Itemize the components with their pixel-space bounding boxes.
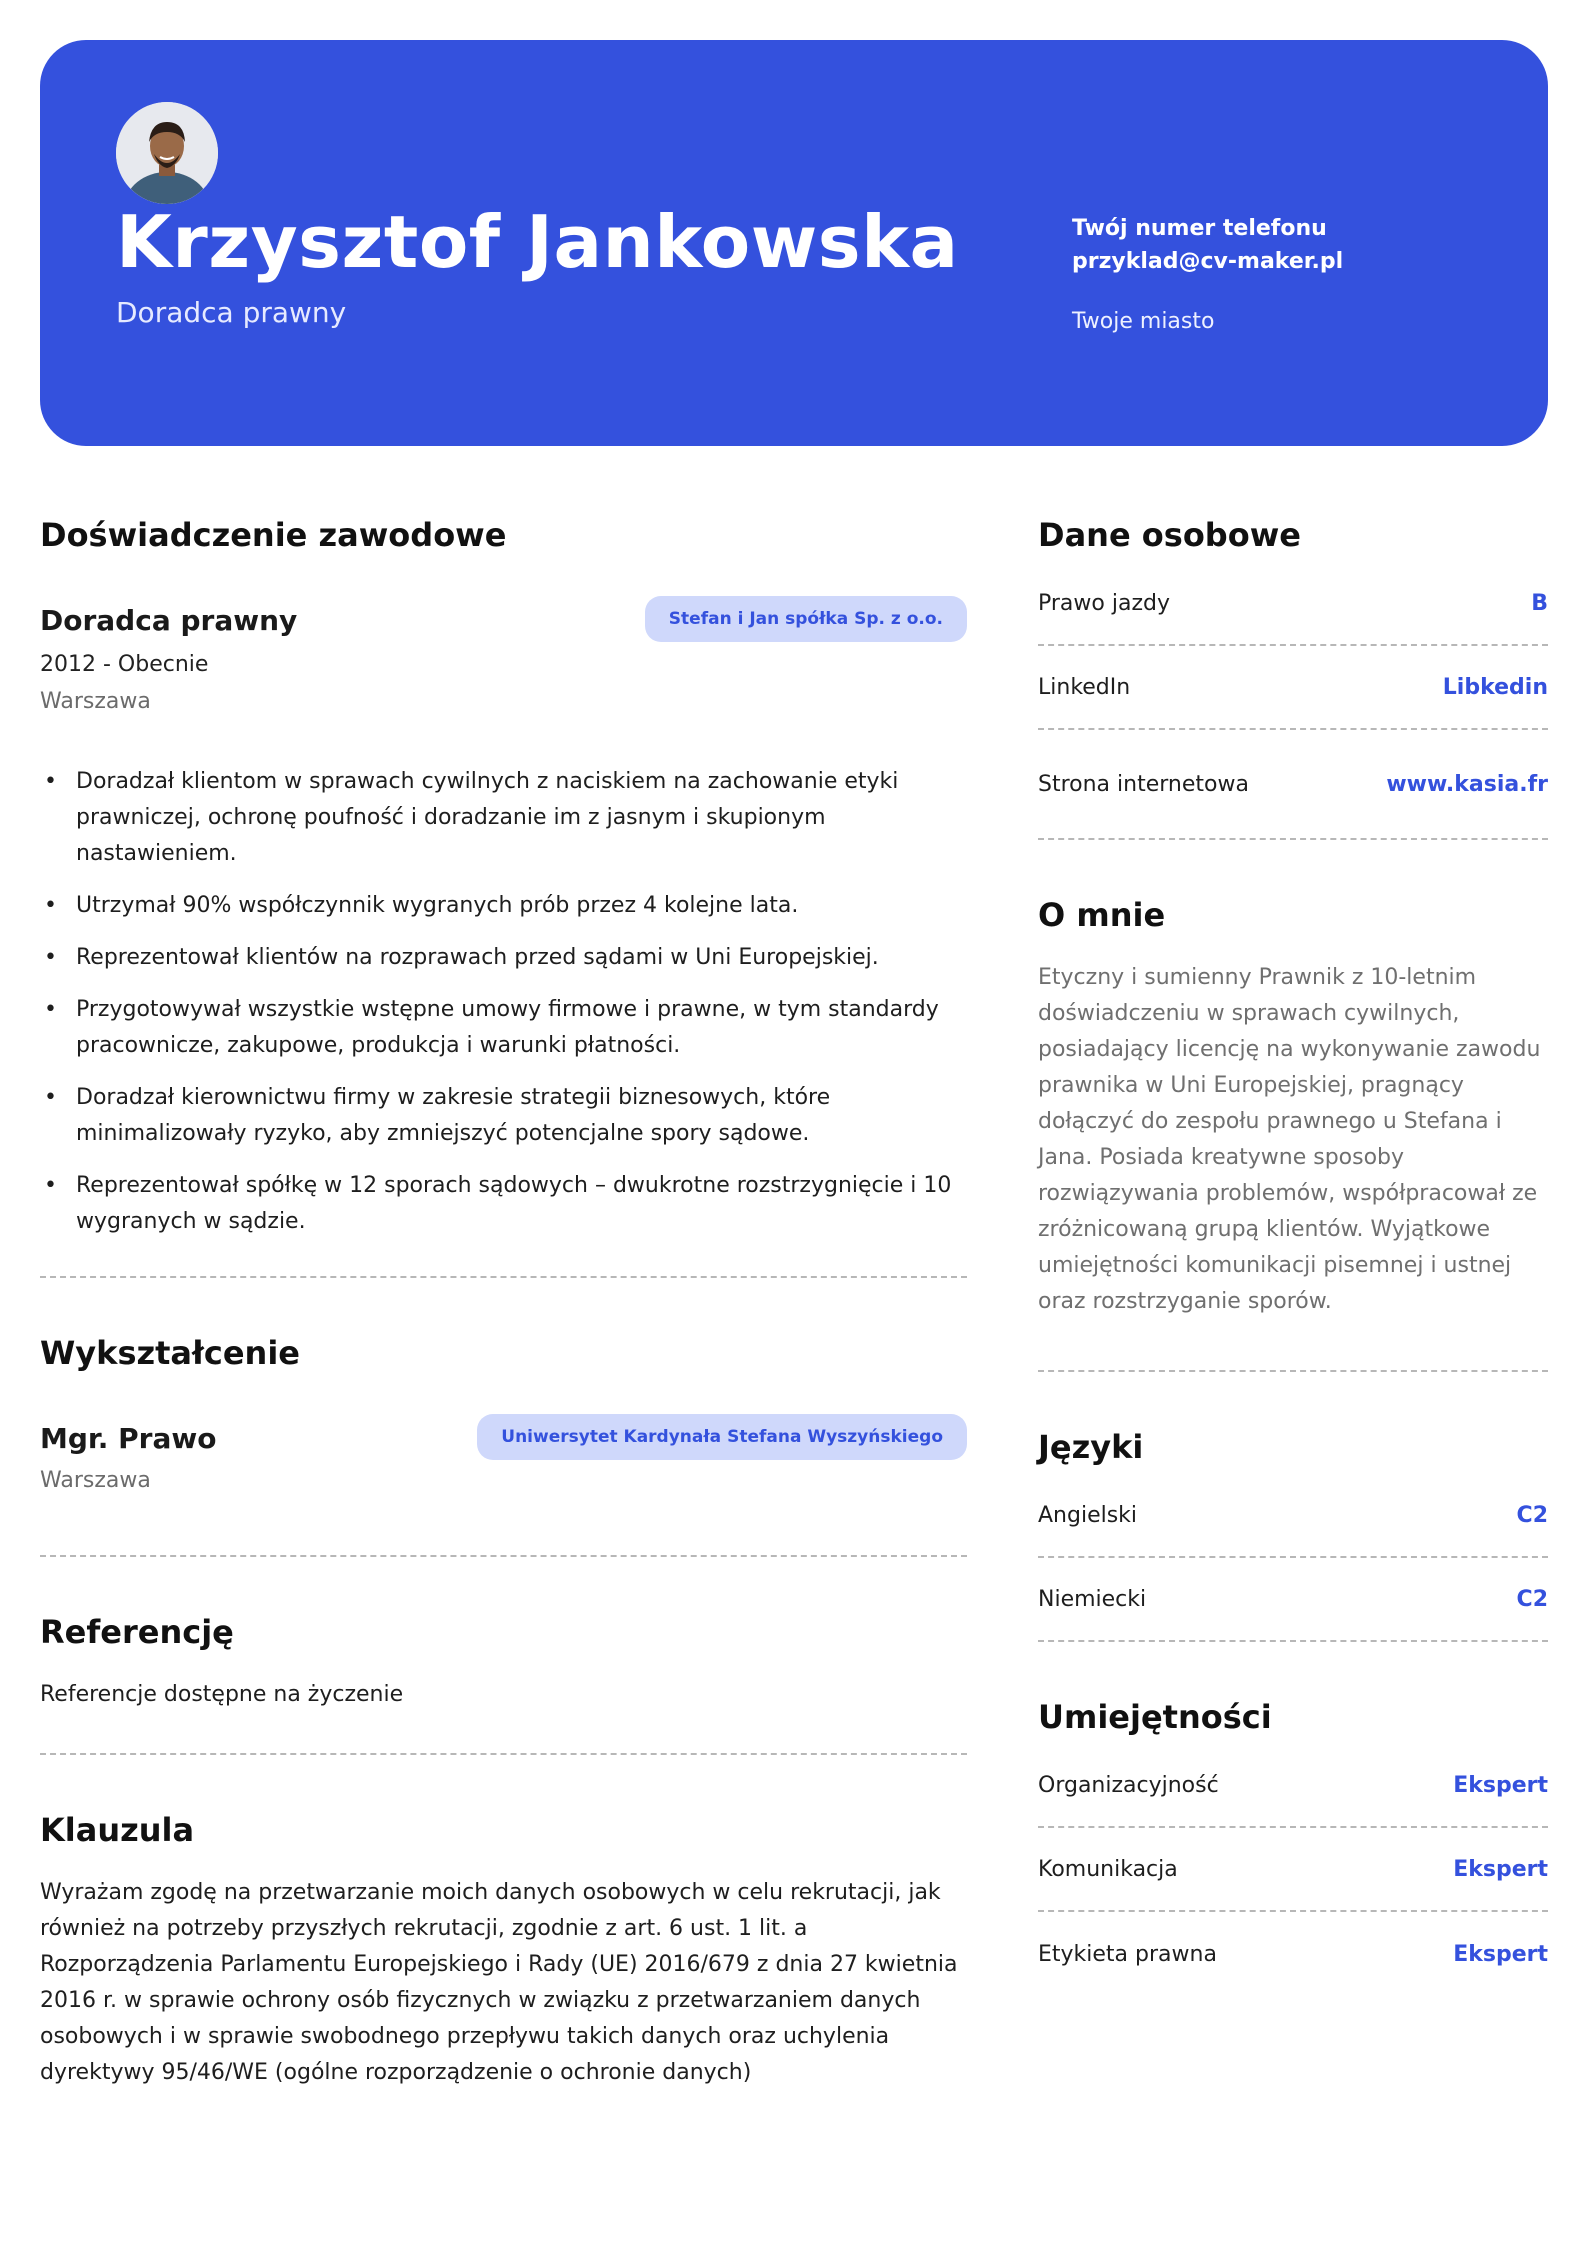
list-item: • Doradzał kierownictwu firmy w zakresie strategii biznesowych, które minimalizowały ryzyko, aby zmniejszyć potencjalne spory sądowe. bbox=[40, 1080, 967, 1152]
about-title: O mnie bbox=[1038, 896, 1166, 934]
city-text: Twoje miasto bbox=[1072, 309, 1215, 334]
skill-level: Ekspert bbox=[1453, 1772, 1548, 1798]
education-title: Wykształcenie bbox=[40, 1334, 300, 1372]
references-title: Referencję bbox=[40, 1613, 234, 1651]
education-header bbox=[40, 1414, 967, 1460]
list-item: • Reprezentował spółkę w 12 sporach sądowych – dwukrotne rozstrzygnięcie i 10 wygranych w sądzie. bbox=[40, 1168, 967, 1240]
right-column bbox=[1038, 516, 1548, 1996]
language-row bbox=[1038, 1558, 1548, 1642]
job-bullets bbox=[40, 764, 967, 1240]
language-label: Niemiecki bbox=[1038, 1586, 1147, 1612]
candidate-name: Krzysztof Jankowska bbox=[116, 200, 959, 284]
candidate-role: Doradca prawny bbox=[116, 296, 347, 329]
personal-label: Prawo jazdy bbox=[1038, 590, 1170, 616]
list-item: • Doradzał klientom w sprawach cywilnych z naciskiem na zachowanie etyki prawniczej, ochronę poufność i doradzanie im z jasnym i skupionym nastawieniem. bbox=[40, 764, 967, 872]
languages-list bbox=[1038, 1474, 1548, 1642]
divider bbox=[40, 1753, 967, 1755]
school-badge: Uniwersytet Kardynała Stefana Wyszyńskiego bbox=[477, 1414, 967, 1460]
divider bbox=[1038, 1370, 1548, 1372]
skill-level: Ekspert bbox=[1453, 1856, 1548, 1882]
website-link[interactable]: www.kasia.fr bbox=[1386, 771, 1548, 797]
personal-label: LinkedIn bbox=[1038, 674, 1131, 700]
job-dates: 2012 - Obecnie bbox=[40, 652, 209, 677]
degree-title: Mgr. Prawo bbox=[40, 1422, 217, 1455]
person-photo-icon bbox=[116, 102, 218, 204]
skills-title: Umiejętności bbox=[1038, 1698, 1272, 1736]
language-level: C2 bbox=[1516, 1586, 1548, 1612]
divider bbox=[40, 1555, 967, 1557]
left-column bbox=[40, 516, 967, 2091]
personal-label: Strona internetowa bbox=[1038, 771, 1249, 797]
personal-title: Dane osobowe bbox=[1038, 516, 1301, 554]
email-text: przyklad@cv-maker.pl bbox=[1072, 249, 1344, 274]
language-row bbox=[1038, 1474, 1548, 1558]
skill-row bbox=[1038, 1912, 1548, 1996]
skill-label: Komunikacja bbox=[1038, 1856, 1178, 1882]
contact-block bbox=[1072, 212, 1343, 334]
divider bbox=[40, 1276, 967, 1278]
job-header bbox=[40, 596, 967, 642]
job-title: Doradca prawny bbox=[40, 604, 298, 637]
company-badge: Stefan i Jan spółka Sp. z o.o. bbox=[645, 596, 967, 642]
personal-row bbox=[1038, 562, 1548, 646]
avatar bbox=[116, 102, 218, 204]
personal-list bbox=[1038, 562, 1548, 840]
linkedin-link[interactable]: Libkedin bbox=[1442, 674, 1548, 700]
skill-level: Ekspert bbox=[1453, 1941, 1548, 1967]
clause-title: Klauzula bbox=[40, 1811, 195, 1849]
languages-title: Języki bbox=[1038, 1428, 1144, 1466]
clause-text: Wyrażam zgodę na przetwarzanie moich danych osobowych w celu rekrutacji, jak również na potrzeby przyszłych rekrutacji, zgodnie z art. 6 ust. 1 lit. a Rozporządzenia Parlamentu Europejskiego i Rady (UE) 2016/679 z dnia 27 kwietnia 2016 r. w sprawie ochrony osób fizycznych w związku z przetwarzaniem danych osobowych i w sprawie swobodnego przepływu takich danych oraz uchylenia dyrektywy 95/46/WE (ogólne rozporządzenie o ochronie danych) bbox=[40, 1880, 958, 2085]
skill-row bbox=[1038, 1828, 1548, 1912]
phone-text: Twój numer telefonu bbox=[1072, 216, 1327, 241]
experience-title: Doświadczenie zawodowe bbox=[40, 516, 507, 554]
education-city: Warszawa bbox=[40, 1468, 151, 1493]
language-label: Angielski bbox=[1038, 1502, 1138, 1528]
skill-label: Organizacyjność bbox=[1038, 1772, 1219, 1798]
skill-label: Etykieta prawna bbox=[1038, 1941, 1217, 1967]
personal-value: B bbox=[1531, 590, 1548, 616]
skills-list bbox=[1038, 1744, 1548, 1996]
personal-row bbox=[1038, 730, 1548, 840]
about-text: Etyczny i sumienny Prawnik z 10-letnim doświadczeniu w sprawach cywilnych, posiadający licencję na wykonywanie zawodu prawnika w Uni Europejskiej, pragnący dołączyć do zespołu prawnego u Stefana i Jana. Posiada kreatywne sposoby rozwiązywania problemów, współpracował ze zróżnicowaną grupą klientów. Wyjątkowe umiejętności komunikacji pisemnej i ustnej oraz rozstrzyganie sporów. bbox=[1038, 965, 1541, 1314]
skill-row bbox=[1038, 1744, 1548, 1828]
list-item: • Utrzymał 90% współczynnik wygranych prób przez 4 kolejne lata. bbox=[40, 888, 967, 924]
references-text: Referencje dostępne na życzenie bbox=[40, 1682, 404, 1707]
list-item: • Reprezentował klientów na rozprawach przed sądami w Uni Europejskiej. bbox=[40, 940, 967, 976]
cv-header bbox=[40, 40, 1548, 446]
job-city: Warszawa bbox=[40, 689, 151, 714]
personal-row bbox=[1038, 646, 1548, 730]
list-item: • Przygotowywał wszystkie wstępne umowy firmowe i prawne, w tym standardy pracownicze, zakupowe, produkcja i warunki płatności. bbox=[40, 992, 967, 1064]
language-level: C2 bbox=[1516, 1502, 1548, 1528]
